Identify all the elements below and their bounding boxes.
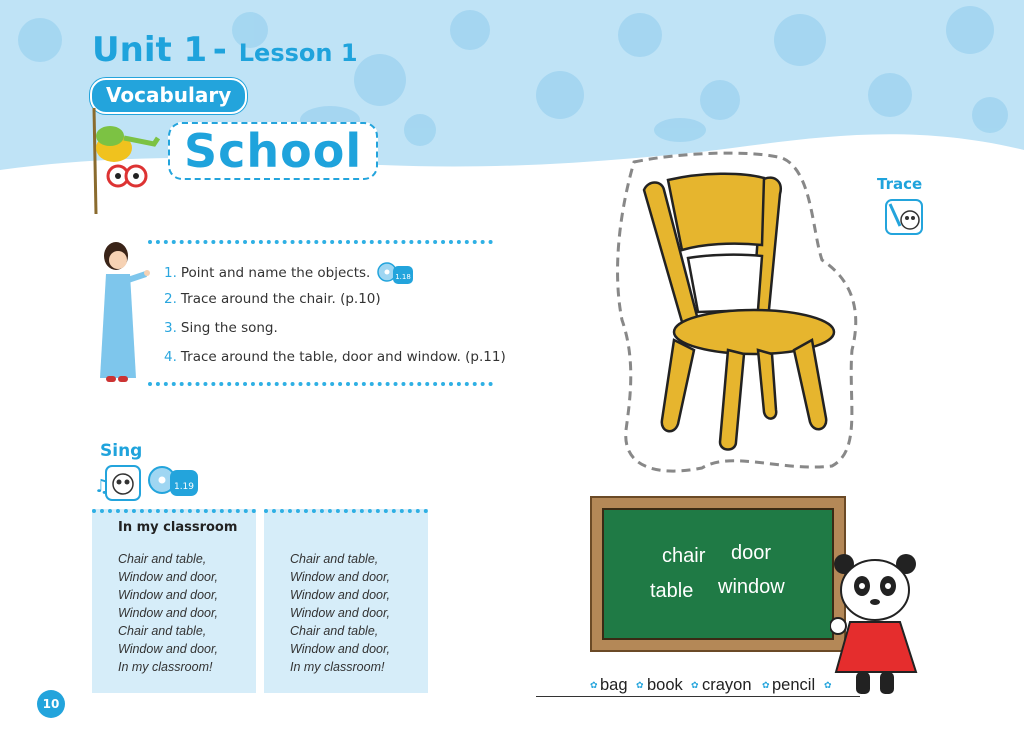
extra-word-pencil: pencil xyxy=(772,676,816,694)
unit-title: Unit 1 - Lesson 1 xyxy=(92,30,358,70)
extra-word-bag: bag xyxy=(600,676,628,694)
divider-top xyxy=(148,240,493,244)
audio-track-number: 1.19 xyxy=(173,482,195,492)
board-word-table: table xyxy=(650,580,694,602)
lyrics-right: Chair and table, Window and door, Window and door, Window and door, Chair and table, Window and door, In my classroom! xyxy=(290,552,390,674)
song-title: In my classroom xyxy=(118,520,238,535)
music-panda-icon xyxy=(92,462,142,502)
topic-label: School xyxy=(184,124,363,178)
trace-pencil-panda-icon xyxy=(882,196,926,238)
lyrics-left: Chair and table, Window and door, Window and door, Window and door, Chair and table, Window and door, In my classroom! xyxy=(118,552,218,674)
instruction-item: 1. Point and name the objects. 1.18 xyxy=(164,260,506,289)
extra-word-book: book xyxy=(647,676,683,694)
board-word-window: window xyxy=(718,576,785,598)
page-number: 10 xyxy=(37,690,65,718)
instructions-panel xyxy=(148,240,506,388)
board-word-chair: chair xyxy=(662,545,706,567)
extra-word-crayon: crayon xyxy=(702,676,752,694)
instruction-list xyxy=(164,260,506,376)
trace-label: Trace xyxy=(877,175,923,193)
audio-track-1-19[interactable] xyxy=(148,462,200,500)
svg-text:♫: ♫ xyxy=(94,476,111,497)
topic-title xyxy=(168,122,378,180)
board-word-door: door xyxy=(731,542,772,564)
instruction-item: 4. Trace around the table, door and window. (p.11) xyxy=(164,349,506,365)
chalkboard xyxy=(590,496,846,652)
chair-trace-illustration xyxy=(612,150,872,480)
audio-track-1-18[interactable] xyxy=(377,260,413,286)
unit-label: Unit 1 xyxy=(92,30,208,70)
lesson-label: Lesson 1 xyxy=(238,39,358,67)
teacher-icon xyxy=(92,240,152,386)
section-badge: Vocabulary xyxy=(90,78,247,114)
frog-mascot-icon xyxy=(74,108,164,214)
audio-track-number: 1.18 xyxy=(394,273,411,281)
instruction-item: 2. Trace around the chair. (p.10) xyxy=(164,291,381,307)
sing-label: Sing xyxy=(100,441,143,461)
extra-words-line: ✿ bag ✿ book ✿ crayon ✿ pencil ✿ xyxy=(536,674,860,697)
divider-bottom xyxy=(148,382,493,386)
instruction-item: 3. Sing the song. xyxy=(164,320,278,336)
